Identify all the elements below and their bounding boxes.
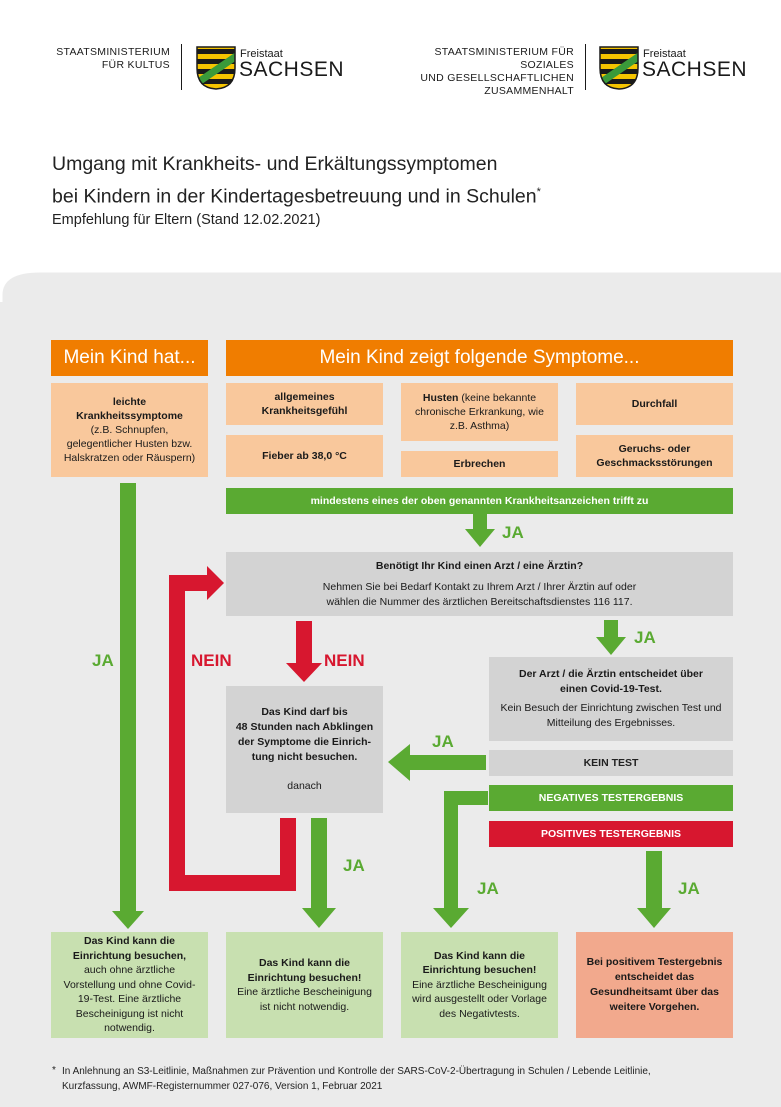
wait-danach: danach (287, 780, 322, 792)
result-attend-negative-test (401, 932, 558, 1038)
result1-text (61, 949, 198, 1036)
mild-detail: (z.B. Schnupfen, gelegentlicher Husten bzw. Halskratzen oder Räuspern) (63, 424, 196, 464)
footnote (52, 1064, 652, 1094)
question-title: Benötigt Ihr Kind einen Arzt / eine Ärztin? (375, 559, 584, 572)
result2-rest: Eine ärztliche Bescheinigung ist nicht notwendig. (237, 986, 372, 1013)
arrow-question-to-doctor (596, 620, 626, 655)
result-attend-no-test (51, 932, 208, 1038)
doctor-title-line2: einen Covid-19-Test. (560, 683, 662, 695)
symptom-smell-taste (576, 435, 733, 477)
arrow-question-nein (286, 621, 322, 682)
label-ja: JA (634, 628, 656, 647)
label-nein: NEIN (191, 651, 232, 670)
question-line1: Nehmen Sie bei Bedarf Kontakt zu Ihrem Arzt / Ihrer Ärztin auf oder (322, 580, 637, 593)
result3-rest: Eine ärztliche Bescheinigung wird ausgestellt oder Vorlage des Negativtests. (412, 978, 547, 1020)
symptom-general-illness (226, 383, 383, 425)
wait-line4: tung nicht besuchen. (251, 751, 358, 763)
wait-line2: 48 Stunden nach Abklingen (235, 721, 374, 733)
mild-symptoms-box (51, 383, 208, 477)
result-positive-health-office (576, 932, 733, 1038)
wait-line1: Das Kind darf bis (261, 706, 348, 718)
left-ministry-line1: STAATSMINISTERIUM (56, 46, 170, 58)
logo-sachsen-text: SACHSEN (642, 58, 748, 81)
cough-bold: Husten (422, 392, 459, 404)
symptom-cough (401, 383, 558, 441)
result1-bold1: Das Kind kann die (83, 935, 176, 948)
footnote-text: In Anlehnung an S3-Leitlinie, Maßnahmen zur Prävention und Kontrolle der SARS-CoV-2-Übertragung in Schulen / Lebende Leitlinie, Kurzfassung, AWMF-Registernummer 027-076, Version 1, Februar 2021 (62, 1066, 651, 1092)
cough-detail: (keine bekannte chronische Erkrankung, wie z.B. Asthma) (415, 392, 544, 432)
label-ja: JA (678, 879, 700, 898)
doctor-line2: Mitteilung des Ergebnisses. (546, 717, 676, 729)
result4-text: Bei positivem Testergebnis entscheidet das Gesundheitsamt über das weitere Vorgehen. (586, 956, 723, 1013)
result3-bold1: Das Kind kann die (433, 949, 526, 962)
result2-bold2: Einrichtung besuchen! (247, 971, 362, 984)
doctor-line1: Kein Besuch der Einrichtung zwischen Test und (500, 702, 722, 714)
heading-symptoms: Mein Kind zeigt folgende Symptome... (226, 340, 733, 376)
result1-bold2: Einrichtung besuchen, (72, 949, 187, 962)
footnote-mark: * (52, 1065, 56, 1076)
label-ja: JA (502, 523, 524, 542)
result3-bold2: Einrichtung besuchen! (422, 964, 537, 977)
symptom-vomiting (401, 451, 558, 477)
label-ja: JA (477, 879, 499, 898)
doctor-decides-box (489, 657, 733, 741)
symptom-fever (226, 435, 383, 477)
heading-my-child-has: Mein Kind hat... (51, 340, 208, 376)
arrow-mild-to-result (112, 483, 144, 929)
mild-line1: leichte (112, 396, 147, 408)
positive-result-bar: POSITIVES TESTERGEBNIS (489, 821, 733, 847)
right-ministry-line3: ZUSAMMENHALT (484, 85, 574, 97)
arrow-negative-to-result (433, 791, 488, 928)
page-subtitle: Empfehlung für Eltern (Stand 12.02.2021) (52, 212, 321, 228)
at-least-one-bar: mindestens eines der oben genannten Krankheitsanzeichen trifft zu (226, 488, 733, 514)
arrow-wait-to-result (302, 818, 336, 928)
logo-sachsen-text: SACHSEN (239, 58, 345, 81)
right-ministry-line2: UND GESELLSCHAFTLICHEN (420, 72, 574, 84)
wait-line3: der Symptome die Einrich- (237, 736, 372, 748)
arrow-bar-to-question (465, 514, 495, 547)
right-ministry-line1: STAATSMINISTERIUM FÜR SOZIALES (434, 46, 574, 71)
result-attend-after-wait (226, 932, 383, 1038)
label-ja: JA (432, 732, 454, 751)
left-ministry-line2: FÜR KULTUS (101, 59, 170, 71)
mild-line2: Krankheitssymptome (76, 410, 183, 422)
doctor-needed-question (226, 552, 733, 616)
logo-freistaat-text: Freistaat (643, 48, 686, 60)
question-line2: wählen die Nummer des ärztlichen Bereitschaftsdienstes 116 117. (326, 595, 633, 608)
result2-bold1: Das Kind kann die (258, 957, 351, 969)
symptom-text: Geruchs- oder Geschmacksstörungen (596, 443, 713, 469)
negative-result-bar: NEGATIVES TESTERGEBNIS (489, 785, 733, 811)
symptom-text: Erbrechen (453, 458, 506, 470)
result1-rest: auch ohne ärztliche Vorstellung und ohne Covid-19-Test. Eine ärztliche Bescheinigung ist nicht notwendig. (63, 964, 196, 1035)
symptom-text (409, 391, 550, 433)
symptom-diarrhea (576, 383, 733, 425)
symptom-text: Durchfall (631, 398, 678, 410)
kein-test-bar: KEIN TEST (489, 750, 733, 776)
label-nein: NEIN (324, 651, 365, 670)
symptom-text: allgemeines Krankheitsgefühl (261, 391, 348, 417)
title-line2-text: bei Kindern in der Kindertagesbetreuung und in Schulen (52, 185, 537, 208)
title-asterisk: * (536, 186, 541, 198)
symptom-text: Fieber ab 38,0 °C (262, 450, 347, 462)
title-line1: Umgang mit Krankheits- und Erkältungssymptomen (52, 153, 498, 175)
label-ja: JA (343, 856, 365, 875)
wait-48h-box (226, 686, 383, 813)
label-ja: JA (92, 651, 114, 670)
logo-freistaat-text: Freistaat (240, 48, 283, 60)
arrow-positive-to-result (637, 851, 671, 928)
doctor-title-line1: Der Arzt / die Ärztin entscheidet über (519, 668, 703, 680)
